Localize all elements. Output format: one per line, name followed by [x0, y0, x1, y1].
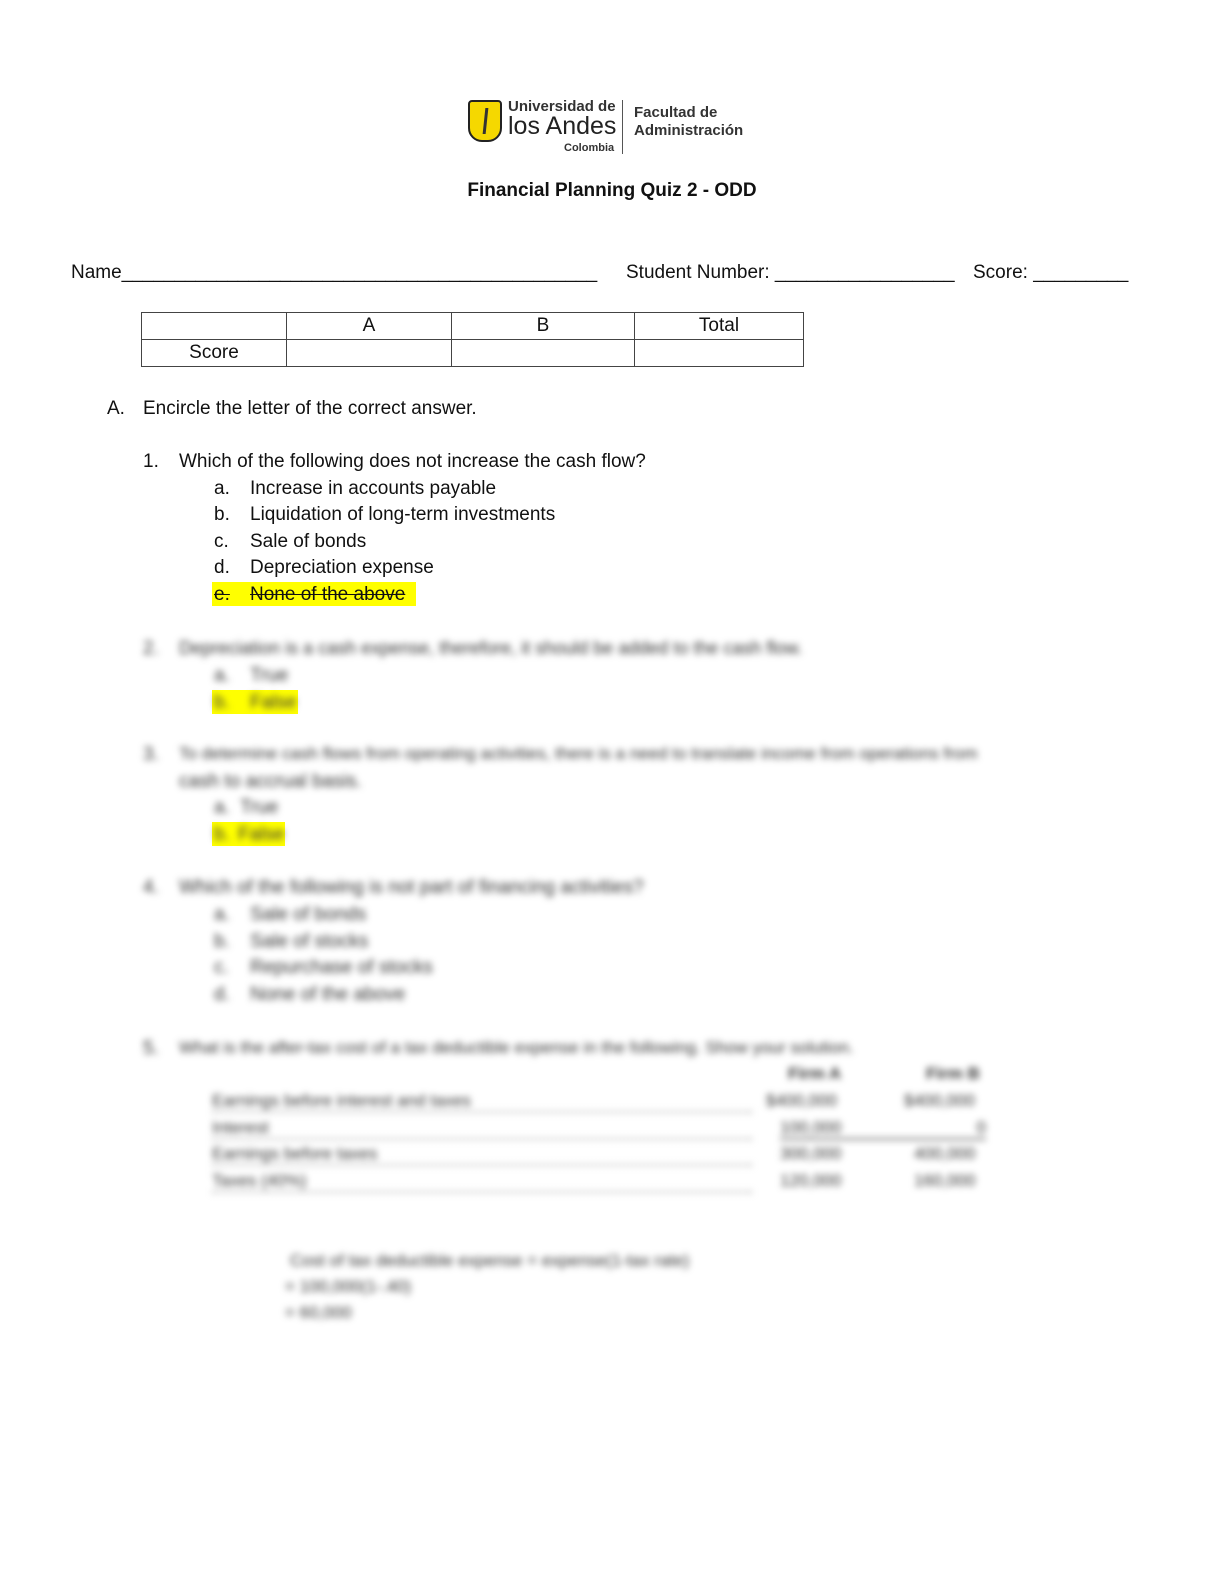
option-text: Sale of stocks — [250, 931, 369, 952]
table-row: Interest — [212, 1118, 752, 1140]
option-text: Liquidation of long-term investments — [250, 504, 556, 525]
logo-line1: Universidad de — [508, 98, 616, 115]
option-letter: c. — [214, 957, 229, 978]
question-number: 2. — [143, 638, 159, 659]
option-letter: b. — [214, 931, 230, 952]
question-number: 1. — [143, 451, 159, 472]
question-text: To determine cash flows from operating activities, there is a need to translate income from operations from — [179, 744, 978, 763]
solution-line: = 100,000(1-.40) — [285, 1277, 412, 1296]
row-label: Score — [142, 340, 287, 367]
table-row: Taxes (40%) — [212, 1171, 752, 1193]
option-letter: a. — [214, 478, 230, 499]
score-table — [141, 312, 804, 367]
highlighted-answer: b. False — [214, 692, 297, 713]
shield-icon — [468, 100, 502, 142]
page-title: Financial Planning Quiz 2 - ODD — [467, 180, 757, 201]
university-logo — [468, 98, 758, 158]
option-letter: a. — [214, 665, 230, 686]
header-cell: Total — [635, 313, 804, 340]
logo-divider — [622, 100, 623, 154]
option-text: Increase in accounts payable — [250, 478, 497, 499]
table-row: Earnings before interest and taxes — [212, 1091, 752, 1113]
cell: $400,000 — [766, 1091, 837, 1110]
score-cell-b[interactable] — [452, 340, 635, 367]
cell: $400,000 — [904, 1091, 975, 1110]
option-letter: d. — [214, 984, 230, 1005]
option-letter: c. — [214, 531, 229, 552]
cell: 120,000 — [780, 1171, 842, 1190]
option-letter: d. — [214, 557, 230, 578]
option-text: True — [240, 797, 279, 818]
header-cell: A — [287, 313, 452, 340]
option-text: Repurchase of stocks — [250, 957, 433, 978]
question-text: What is the after-tax cost of a tax deductible expense in the following. Show your solution. — [179, 1038, 854, 1057]
score-cell-total[interactable] — [635, 340, 804, 367]
option-text: Sale of bonds — [250, 904, 367, 925]
highlighted-answer: b. False — [214, 824, 285, 845]
question-number: 5. — [143, 1038, 159, 1059]
name-field[interactable]: Name_____________________________________________ — [71, 262, 598, 283]
column-header: Firm B — [926, 1064, 980, 1083]
cell: 300,000 — [780, 1144, 842, 1163]
student-number-field[interactable]: Student Number: _________________ — [626, 262, 955, 283]
section-letter: A. — [107, 398, 125, 419]
option-text: None of the above — [250, 984, 406, 1005]
logo-line3: Colombia — [564, 142, 615, 154]
solution-line: = 60,000 — [285, 1303, 352, 1322]
section-instruction: Encircle the letter of the correct answer. — [143, 398, 477, 419]
option-letter: a. — [214, 904, 230, 925]
column-header: Firm A — [788, 1064, 842, 1083]
option-letter: b. — [214, 504, 230, 525]
cell: 400,000 — [914, 1144, 976, 1163]
header-cell — [142, 313, 287, 340]
highlighted-answer: e. None of the above — [212, 582, 416, 606]
question-number: 4. — [143, 877, 159, 898]
question-number: 3. — [143, 744, 159, 765]
solution-line: Cost of tax deductible expense = expense(1-tax rate) — [290, 1251, 690, 1270]
cell: 160,000 — [914, 1171, 976, 1190]
question-text: Which of the following is not part of financing activities? — [179, 877, 644, 898]
header-cell: B — [452, 313, 635, 340]
question-text: Which of the following does not increase the cash flow? — [179, 451, 646, 472]
option-letter: a. — [214, 797, 230, 818]
score-field[interactable]: Score: _________ — [973, 262, 1129, 283]
question-text: Depreciation is a cash expense, therefore, it should be added to the cash flow. — [179, 638, 803, 658]
question-text-continued: cash to accrual basis. — [179, 771, 362, 792]
faculty-name: Facultad de Administración — [634, 104, 744, 139]
table-row: Earnings before taxes — [212, 1144, 752, 1166]
logo-line2: los Andes — [508, 112, 617, 140]
option-text: Sale of bonds — [250, 531, 367, 552]
score-cell-a[interactable] — [287, 340, 452, 367]
cell: 100,000 0 — [780, 1118, 986, 1140]
option-text: Depreciation expense — [250, 557, 434, 578]
option-text: True — [250, 665, 289, 686]
